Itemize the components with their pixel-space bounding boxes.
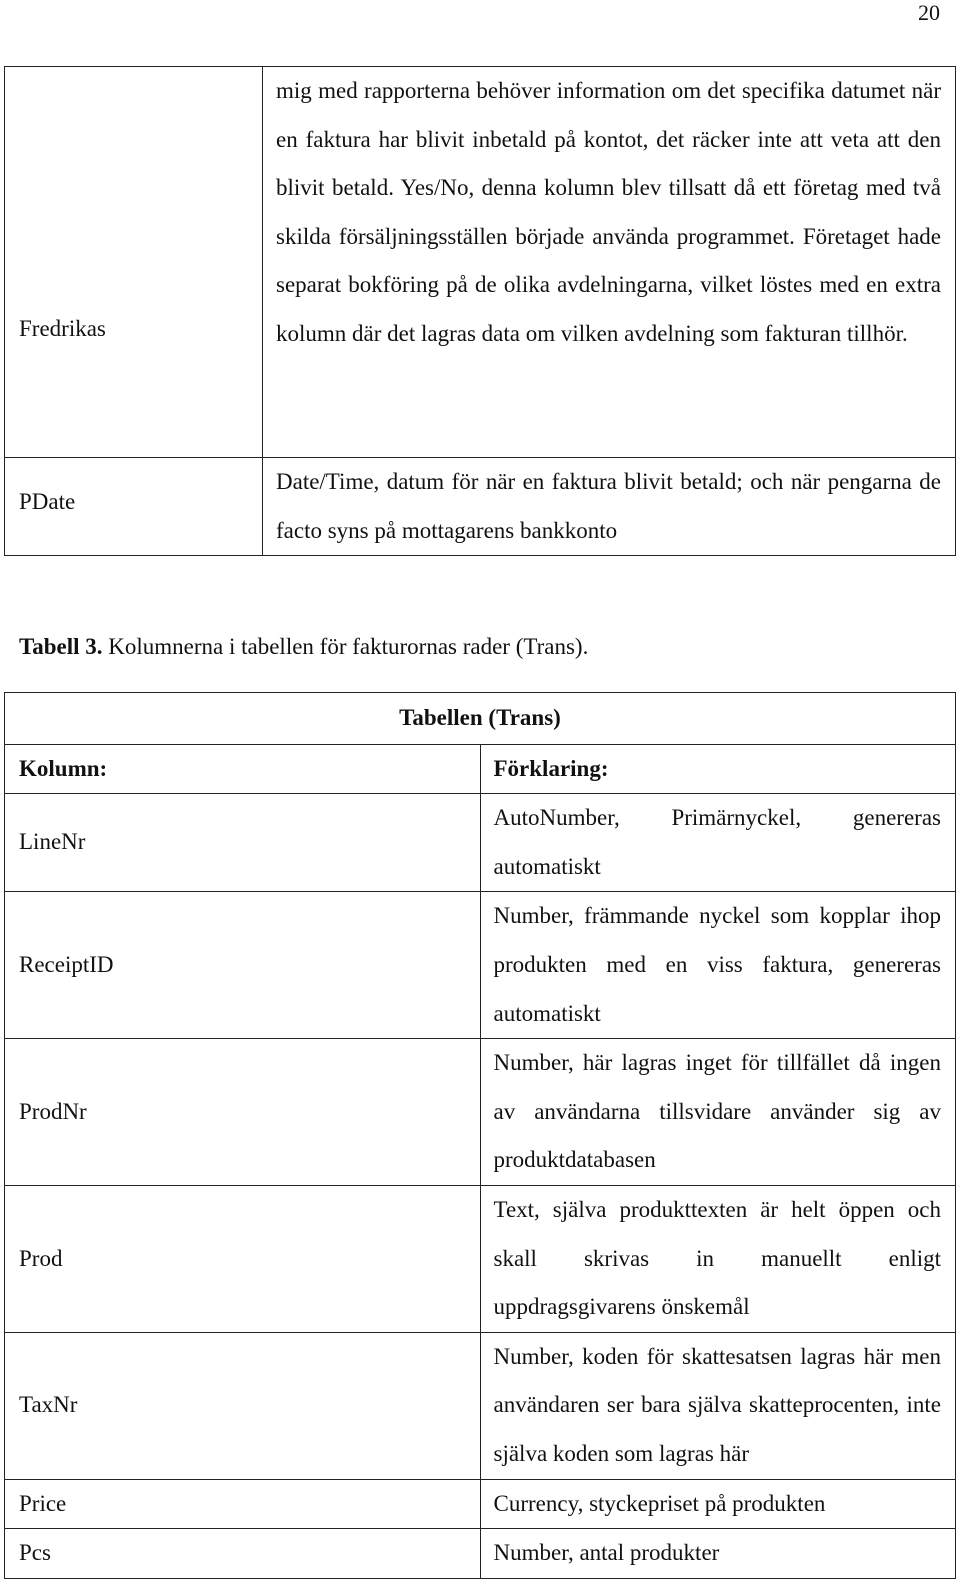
table-row	[5, 1332, 956, 1479]
column-name: ReceiptID	[5, 892, 481, 1039]
column-name: Fredrikas	[19, 316, 106, 341]
table-row	[5, 67, 956, 458]
column-name: LineNr	[5, 794, 481, 892]
column-description: Number, koden för skattesatsen lagras här men användaren ser bara själva skatteprocenten, inte själva koden som lagras här	[480, 1332, 956, 1479]
table-row	[5, 458, 956, 556]
column-name: PDate	[19, 489, 76, 514]
column-name-cell	[5, 67, 263, 458]
column-name: TaxNr	[5, 1332, 481, 1479]
column-name: Price	[5, 1479, 481, 1529]
table-trans	[4, 692, 956, 1579]
column-name: Pcs	[5, 1529, 481, 1579]
table-title: Tabellen (Trans)	[5, 693, 956, 745]
table-row	[5, 1039, 956, 1186]
column-name-cell	[5, 458, 263, 556]
table-title-row	[5, 693, 956, 745]
table-fortsattning	[4, 66, 956, 556]
column-description: Currency, styckepriset på produkten	[480, 1479, 956, 1529]
table-row	[5, 1185, 956, 1332]
column-description: Number, främmande nyckel som kopplar ihop produkten med en viss faktura, genereras automatiskt	[480, 892, 956, 1039]
table-caption	[19, 630, 588, 664]
table-row	[5, 1479, 956, 1529]
column-description: Number, antal produkter	[480, 1529, 956, 1579]
table-row	[5, 892, 956, 1039]
table-row	[5, 794, 956, 892]
column-name: Prod	[5, 1185, 481, 1332]
header-column: Kolumn:	[5, 744, 481, 794]
column-description: AutoNumber, Primärnyckel, genereras automatiskt	[480, 794, 956, 892]
column-description: Number, här lagras inget för tillfället då ingen av användarna tillsvidare använder sig av produktdatabasen	[480, 1039, 956, 1186]
table-row	[5, 1529, 956, 1579]
column-description-cell	[263, 458, 956, 556]
column-description: Text, själva produkttexten är helt öppen och skall skrivas in manuellt enligt uppdragsgivarens önskemål	[480, 1185, 956, 1332]
caption-text: Kolumnerna i tabellen för fakturornas rader (Trans).	[102, 634, 589, 659]
caption-label: Tabell 3.	[19, 634, 103, 659]
column-description-cell	[263, 67, 956, 458]
column-description: Date/Time, datum för när en faktura blivit betald; och när pengarna de facto syns på mottagarens bankkonto	[276, 469, 941, 543]
page-number: 20	[918, 0, 940, 25]
column-description: mig med rapporterna behöver information om det specifika datumet när en faktura har blivit inbetald på kontot, det räcker inte att veta att den blivit betald. Yes/No, denna kolumn blev tillsatt då ett företag med två skilda försäljningsställen började använda programmet. Företaget hade separat bokföring på de olika avdelningarna, vilket löstes med en extra kolumn där det lagras data om vilken avdelning som fakturan tillhör.	[276, 78, 941, 346]
column-name: ProdNr	[5, 1039, 481, 1186]
header-explanation: Förklaring:	[480, 744, 956, 794]
table-header-row	[5, 744, 956, 794]
